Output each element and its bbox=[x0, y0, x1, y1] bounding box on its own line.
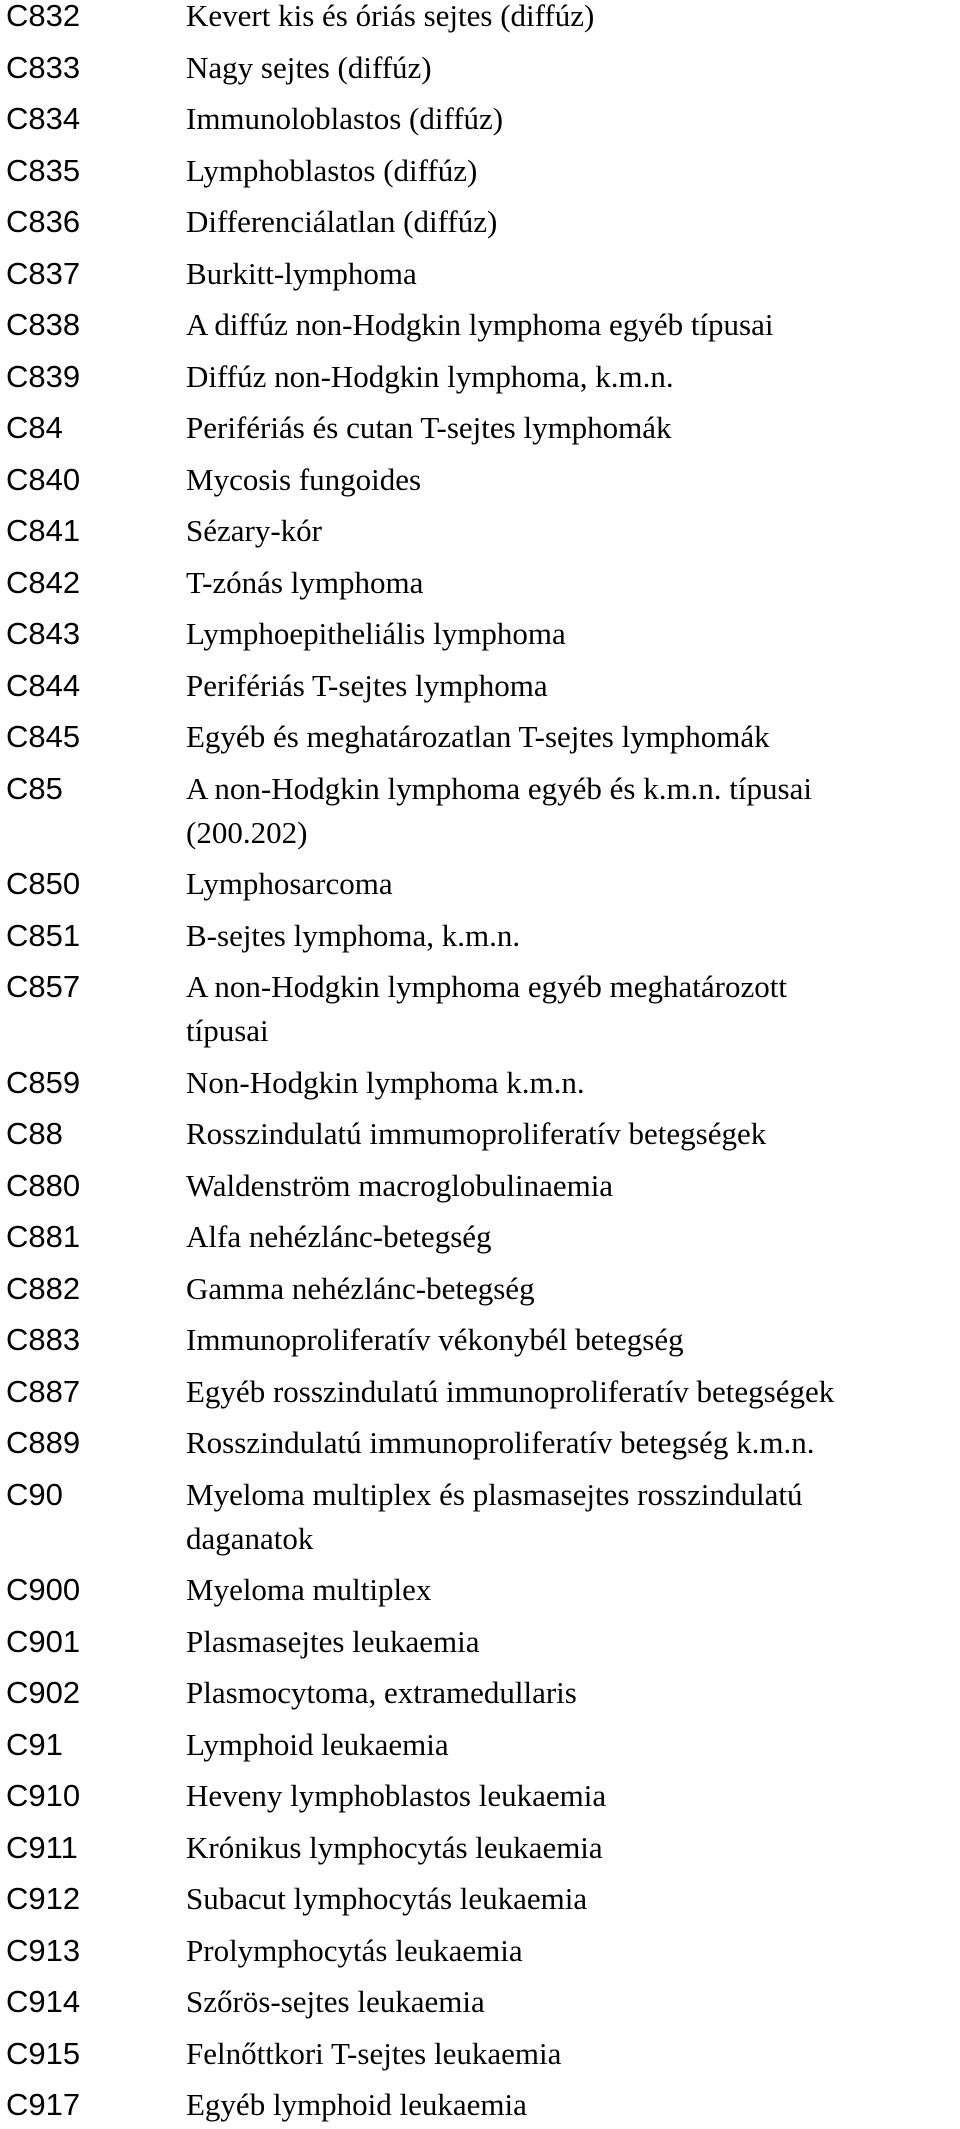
code-label: C844 bbox=[6, 667, 81, 703]
code-row bbox=[0, 559, 960, 607]
code-label: C835 bbox=[6, 152, 81, 188]
description-line: A non-Hodgkin lymphoma egyéb és k.m.n. típusai bbox=[186, 770, 812, 806]
code-label: C832 bbox=[6, 0, 81, 33]
code-description bbox=[186, 0, 958, 40]
code-description bbox=[186, 1162, 958, 1210]
code-label: C85 bbox=[6, 770, 63, 806]
code-description bbox=[186, 1473, 958, 1561]
code-description bbox=[186, 147, 958, 195]
code-label: C843 bbox=[6, 616, 81, 651]
code-row bbox=[0, 44, 960, 92]
code-description bbox=[186, 301, 958, 349]
code-description bbox=[186, 507, 958, 555]
description-line: Immunoloblastos (diffúz) bbox=[186, 101, 504, 136]
description-line: Subacut lymphocytás leukaemia bbox=[186, 1881, 588, 1916]
code-label: C850 bbox=[6, 866, 81, 901]
description-line: Perifériás T-sejtes lymphoma bbox=[186, 667, 548, 703]
code-row bbox=[0, 353, 960, 401]
code-description bbox=[186, 610, 958, 658]
code-row bbox=[0, 1566, 960, 1614]
description-line: Rosszindulatú immumoproliferatív betegségek bbox=[186, 1116, 767, 1151]
code-row bbox=[0, 765, 960, 850]
code-description bbox=[186, 250, 958, 298]
code-label: C859 bbox=[6, 1064, 81, 1100]
code-label: C887 bbox=[6, 1373, 81, 1409]
description-line: Prolymphocytás leukaemia bbox=[186, 1932, 523, 1968]
code-description bbox=[186, 1316, 958, 1364]
code-row bbox=[0, 147, 960, 195]
code-row bbox=[0, 1059, 960, 1107]
code-row bbox=[0, 1927, 960, 1975]
description-line: Plasmocytoma, extramedullaris bbox=[186, 1675, 577, 1710]
description-line: A non-Hodgkin lymphoma egyéb meghatározott bbox=[186, 969, 787, 1004]
code-row bbox=[0, 1824, 960, 1872]
code-description bbox=[186, 1978, 958, 2026]
code-description bbox=[186, 1213, 958, 1261]
code-row bbox=[0, 912, 960, 960]
code-label: C851 bbox=[6, 917, 81, 953]
code-row bbox=[0, 2081, 960, 2129]
description-line: Krónikus lymphocytás leukaemia bbox=[186, 1829, 603, 1865]
description-line: Egyéb lymphoid leukaemia bbox=[186, 2087, 527, 2122]
code-label: C838 bbox=[6, 307, 81, 342]
code-description bbox=[186, 456, 958, 504]
code-description bbox=[186, 353, 958, 401]
description-line: Lymphoepitheliális lymphoma bbox=[186, 616, 566, 651]
code-row bbox=[0, 1316, 960, 1364]
code-row bbox=[0, 1368, 960, 1416]
description-line: típusai bbox=[186, 1013, 269, 1048]
code-description bbox=[186, 912, 958, 960]
code-row bbox=[0, 610, 960, 658]
description-line: Differenciálatlan (diffúz) bbox=[186, 204, 498, 239]
code-label: C90 bbox=[6, 1476, 63, 1512]
code-row bbox=[0, 0, 960, 40]
description-line: T-zónás lymphoma bbox=[186, 564, 424, 600]
code-row bbox=[0, 1669, 960, 1717]
code-label: C914 bbox=[6, 1984, 81, 2019]
code-label: C915 bbox=[6, 2035, 81, 2071]
code-label: C889 bbox=[6, 1425, 81, 1460]
code-description bbox=[186, 1110, 958, 1158]
code-description bbox=[186, 965, 958, 1053]
code-label: C837 bbox=[6, 255, 81, 291]
code-row bbox=[0, 1110, 960, 1158]
code-row bbox=[0, 1875, 960, 1923]
code-description bbox=[186, 662, 958, 710]
code-description bbox=[186, 1368, 958, 1416]
code-description bbox=[186, 1721, 958, 1769]
code-label: C91 bbox=[6, 1726, 63, 1762]
code-label: C911 bbox=[6, 1829, 78, 1865]
description-line: Waldenström macroglobulinaemia bbox=[186, 1167, 614, 1203]
code-row bbox=[0, 1618, 960, 1666]
code-description bbox=[186, 1566, 958, 1614]
code-label: C881 bbox=[6, 1219, 81, 1254]
description-line: Myeloma multiplex és plasmasejtes rosszindulatú bbox=[186, 1476, 803, 1512]
code-row bbox=[0, 456, 960, 504]
description-line: Egyéb és meghatározatlan T-sejtes lymphomák bbox=[186, 719, 770, 754]
code-label: C910 bbox=[6, 1778, 81, 1813]
code-row bbox=[0, 1772, 960, 1820]
code-description bbox=[186, 1824, 958, 1872]
code-row bbox=[0, 507, 960, 555]
description-line: Sézary-kór bbox=[186, 513, 322, 548]
description-line: B-sejtes lymphoma, k.m.n. bbox=[186, 917, 521, 953]
code-description bbox=[186, 1059, 958, 1107]
code-description bbox=[186, 1419, 958, 1467]
code-label: C833 bbox=[6, 49, 81, 85]
code-row bbox=[0, 860, 960, 908]
description-line: Immunoproliferatív vékonybél betegség bbox=[186, 1322, 684, 1357]
code-label: C912 bbox=[6, 1881, 81, 1916]
code-row bbox=[0, 1265, 960, 1313]
code-row bbox=[0, 1213, 960, 1261]
code-label: C902 bbox=[6, 1675, 81, 1710]
code-label: C882 bbox=[6, 1270, 81, 1306]
code-description bbox=[186, 2081, 958, 2129]
description-line: Perifériás és cutan T-sejtes lymphomák bbox=[186, 410, 672, 445]
code-row bbox=[0, 1162, 960, 1210]
code-row bbox=[0, 1471, 960, 1556]
code-row bbox=[0, 1721, 960, 1769]
code-label: C836 bbox=[6, 204, 81, 239]
code-row bbox=[0, 963, 960, 1048]
code-label: C839 bbox=[6, 358, 81, 394]
description-line: Nagy sejtes (diffúz) bbox=[186, 49, 432, 85]
description-line: Kevert kis és óriás sejtes (diffúz) bbox=[186, 0, 595, 33]
description-line: Non-Hodgkin lymphoma k.m.n. bbox=[186, 1064, 585, 1100]
code-description bbox=[186, 1927, 958, 1975]
code-label: C900 bbox=[6, 1572, 81, 1607]
code-label: C88 bbox=[6, 1116, 63, 1151]
description-line: Heveny lymphoblastos leukaemia bbox=[186, 1778, 607, 1813]
code-row bbox=[0, 198, 960, 246]
code-row bbox=[0, 250, 960, 298]
description-line: Egyéb rosszindulatú immunoproliferatív betegségek bbox=[186, 1373, 835, 1409]
code-description bbox=[186, 44, 958, 92]
description-line: Gamma nehézlánc-betegség bbox=[186, 1270, 535, 1306]
code-description bbox=[186, 713, 958, 761]
code-row bbox=[0, 2030, 960, 2078]
code-description bbox=[186, 1875, 958, 1923]
description-line: Myeloma multiplex bbox=[186, 1572, 432, 1607]
code-label: C84 bbox=[6, 410, 63, 445]
code-label: C857 bbox=[6, 969, 81, 1004]
code-description bbox=[186, 404, 958, 452]
code-description bbox=[186, 95, 958, 143]
code-row bbox=[0, 713, 960, 761]
code-label: C842 bbox=[6, 564, 81, 600]
description-line: Burkitt-lymphoma bbox=[186, 255, 417, 291]
code-description bbox=[186, 1265, 958, 1313]
description-line: Szőrös-sejtes leukaemia bbox=[186, 1984, 485, 2019]
description-line: Lymphosarcoma bbox=[186, 866, 393, 901]
code-description bbox=[186, 767, 958, 855]
code-label: C917 bbox=[6, 2087, 81, 2122]
description-line: Rosszindulatú immunoproliferatív betegség k.m.n. bbox=[186, 1425, 815, 1460]
description-line: (200.202) bbox=[186, 814, 308, 850]
code-label: C841 bbox=[6, 513, 81, 548]
code-label: C901 bbox=[6, 1623, 81, 1659]
description-line: daganatok bbox=[186, 1520, 314, 1556]
description-line: A diffúz non-Hodgkin lymphoma egyéb típusai bbox=[186, 307, 774, 342]
description-line: Plasmasejtes leukaemia bbox=[186, 1623, 480, 1659]
code-label: C913 bbox=[6, 1932, 81, 1968]
code-row bbox=[0, 1978, 960, 2026]
code-description bbox=[186, 1772, 958, 1820]
code-label: C880 bbox=[6, 1167, 81, 1203]
code-description bbox=[186, 860, 958, 908]
description-line: Diffúz non-Hodgkin lymphoma, k.m.n. bbox=[186, 358, 674, 394]
code-row bbox=[0, 301, 960, 349]
description-line: Alfa nehézlánc-betegség bbox=[186, 1219, 492, 1254]
code-description bbox=[186, 2030, 958, 2078]
code-row bbox=[0, 1419, 960, 1467]
code-row bbox=[0, 95, 960, 143]
code-description bbox=[186, 1669, 958, 1717]
code-description bbox=[186, 198, 958, 246]
code-label: C840 bbox=[6, 461, 81, 497]
description-line: Felnőttkori T-sejtes leukaemia bbox=[186, 2035, 562, 2071]
code-label: C845 bbox=[6, 719, 81, 754]
code-row bbox=[0, 662, 960, 710]
code-description bbox=[186, 1618, 958, 1666]
description-line: Mycosis fungoides bbox=[186, 461, 422, 497]
description-line: Lymphoblastos (diffúz) bbox=[186, 152, 478, 188]
code-row bbox=[0, 404, 960, 452]
code-label: C834 bbox=[6, 101, 81, 136]
description-line: Lymphoid leukaemia bbox=[186, 1726, 449, 1762]
code-label: C883 bbox=[6, 1322, 81, 1357]
code-description bbox=[186, 559, 958, 607]
